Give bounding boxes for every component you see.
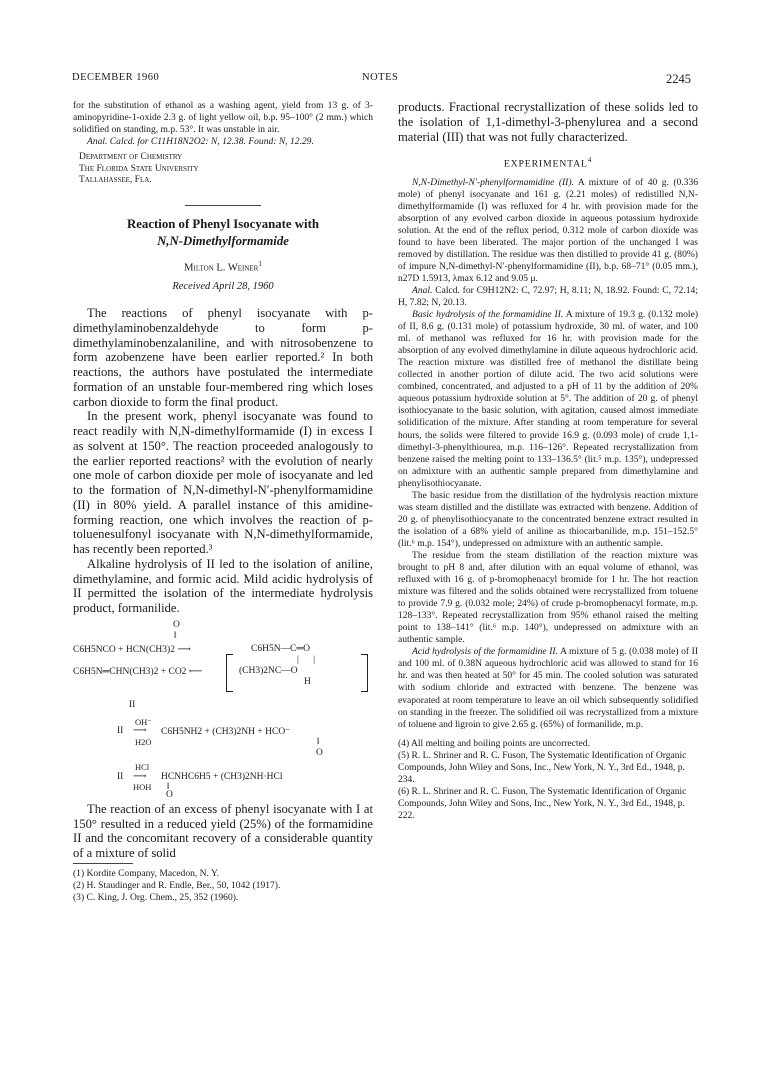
scheme-reaction-4-dbl: ‖ [167, 781, 170, 792]
footnote-rule-left [73, 863, 133, 864]
intro-paragraph-4: The reaction of an excess of phenyl isocyanate with I at 150° resulted in a reduced yield (25%) of the formamidine II and the concomitant recovery of a considerable quantity of a mixture of solid [73, 801, 373, 861]
scheme-reaction-3-products: C6H5NH2 + (CH3)2NH + HCO⁻ [161, 726, 291, 737]
experimental-paragraph-6 [398, 646, 698, 730]
experimental-p3-title: Basic hydrolysis of the formamidine II. [412, 309, 564, 321]
left-column [73, 100, 373, 904]
scheme-reaction-3-reagent: OH⁻ [135, 716, 152, 727]
received-date: Received April 28, 1960 [172, 281, 274, 293]
footnotes-left [73, 868, 373, 904]
department-line-3: Tallahassee, Fla. [79, 175, 152, 186]
experimental-paragraph-2 [398, 285, 698, 309]
discussion-ending: products. Fractional recrystallization of these solids led to the isolation of 1,1-dimethyl-3-phenylurea and a second material (III) that was not fully characterized. [398, 100, 698, 144]
scheme-reaction-4-solvent: HOH [133, 781, 152, 792]
previous-article-ending: for the substitution of ethanol as a washing agent, yield from 13 g. of 3-aminopyridine-1-oxide 2.3 g. of light yellow oil, b.p. 95–100° (2 mm.) which solidified on standing, m.p. 53°. It was unstable in air. [73, 100, 373, 136]
experimental-p3-text: A mixture of 19.3 g. (0.132 mole) of II, 8.6 g. (0.131 mole) of potassium hydroxide, 30 ml. of water, and 100 ml. of methanol was refluxed for 16 hr. with provision made for the absorption of any evolved dimethylamine in dilute aqueous hydrochloric acid. The reaction mixture was distilled free of methanol the distillate being collected in another portion of dilute acid. The two acid solutions were combined, concentrated, and adjusted to a pH of 11 by the addition of 20% aqueous potassium hydroxide solution at 5°. The addition of 20 g. of phenyl isothiocyanate to the basic solution, with agitation, caused almost immediate solidification of the mixture. After standing at room temperature for several hours, the solids were filtered to provide 16.9 g. (0.093 mole) of crude 1,1-dimethyl-3-phenylthiourea, m.p. 116–126°. Repeated recrystallization from benzene raised the melting point to 133–136.5° (lit.⁵ m.p. 135°), undepressed on admixture with an authentic sample prepared from dimethylamine and phenylisothiocyanate. [398, 309, 698, 489]
article-separator-rule [185, 205, 261, 206]
footnote-3: (3) C. King, J. Org. Chem., 25, 352 (1960). [73, 891, 239, 903]
scheme-reaction-4-reactant: II [117, 771, 124, 782]
reaction-scheme [73, 620, 373, 798]
experimental-heading [398, 156, 698, 169]
scheme-reaction-3-solvent: H2O [135, 736, 152, 747]
previous-article-analysis: Anal. Calcd. for C11H18N2O2: N, 12.38. Found: N, 12.29. [87, 136, 314, 148]
department-line-2: The Florida State University [79, 163, 199, 174]
running-head-date: DECEMBER 1960 [72, 72, 160, 83]
intro-paragraph-3: Alkaline hydrolysis of II led to the isolation of aniline, dimethylamine, and formic acid. Mild acidic hydrolysis of II permitted the isolation of the intermediate hydrolysis product, formanilide. [73, 556, 373, 616]
experimental-p1-title: N,N-Dimethyl-N′-phenylformamidine (II). [412, 176, 574, 188]
scheme-intermediate-bonds: | | [297, 654, 316, 665]
experimental-paragraph-3 [398, 309, 698, 490]
experimental-p2-text: Calcd. for C9H12N2: C, 72.97; H, 8.11; N, 18.92. Found: C, 72.14; H, 7.82; N, 20.13. [398, 284, 698, 308]
intro-paragraph-1: The reactions of phenyl isocyanate with p-dimethylaminobenzaldehyde to form p-dimethylaminobenzalaniline, and with nitrosobenzene to form azobenzene have been earlier reported.² In both reactions, the authors have postulated the intermediate formation of an unstable four-membered ring which loses carbon dioxide to form the final product. [73, 306, 373, 409]
experimental-heading-text: EXPERIMENTAL [503, 158, 588, 170]
scheme-intermediate-bottom: (CH3)2NC—O [239, 665, 298, 676]
footnote-4: (4) All melting and boiling points are uncorrected. [398, 737, 590, 749]
scheme-reaction-4-products: HCNHC6H5 + (CH3)2NH·HCl [161, 771, 283, 782]
department-line-1: Department of Chemistry [79, 152, 183, 163]
scheme-oxygen-top: O [173, 619, 180, 630]
scheme-intermediate-top: C6H5N—C═O [251, 643, 310, 654]
scheme-reaction-4-oxygen: O [166, 789, 173, 800]
article-title-line-1: Reaction of Phenyl Isocyanate with [127, 216, 319, 231]
scheme-reaction-4-reagent: HCl [135, 761, 150, 772]
intro-paragraph-2: In the present work, phenyl isocyanate was found to react readily with N,N-dimethylformamide (I) in excess I as solvent at 150°. The reaction proceeded analogously to the earlier reported reactions² with the evolution of nearly one mole of carbon dioxide per mole of isocyanate and led to the formation of N,N-dimethyl-N′-phenylformamidine (II) in 80% yield. A parallel instance of this amidine-forming reaction, one which involves the reaction of p-toluenesulfonyl isocyanate with N,N-dimethylformamide, has recently been reported.³ [73, 409, 373, 557]
scheme-reaction-2-left: C6H5N═CHN(CH3)2 + CO2 ⟵ [73, 666, 203, 677]
scheme-reaction-3-reactant: II [117, 725, 124, 736]
article-title-line-2: N,N-Dimethylformamide [157, 233, 289, 248]
footnote-5: (5) R. L. Shriner and R. C. Fuson, The Systematic Identification of Organic Compounds, John Wiley and Sons, Inc., New York, N. Y., 3rd Ed., 1948, p. 234. [398, 749, 687, 785]
scheme-reaction-1-left: C6H5NCO + HCN(CH3)2 ⟶ [73, 644, 191, 655]
page-number: 2245 [666, 72, 691, 86]
footnote-6: (6) R. L. Shriner and R. C. Fuson, The Systematic Identification of Organic Compounds, John Wiley and Sons, Inc., New York, N. Y., 3rd Ed., 1948, p. 222. [398, 785, 687, 821]
article-author [73, 260, 373, 274]
scheme-hydrogen: H [304, 676, 311, 687]
scheme-reaction-4-arrow: ⟶ [133, 771, 147, 782]
scheme-double-bond: ‖ [174, 630, 177, 641]
right-column [398, 100, 698, 822]
experimental-p6-text: A mixture of 5 g. (0.038 mole) of II and 100 ml. of 0.38N aqueous hydrochloric acid was allowed to stand for 16 hr. and was then heated at 50° for 45 min. The cooled solution was saturated with sodium chloride and extracted with benzene. The benzene was evaporated at room temperature to leave an oil which subsequently solidified on standing in the freezer. The solidified oil was recrystallized from a mixture of toluene and ligroin to give 2.65 g. (65%) of formanilide, m.p. [398, 646, 699, 730]
experimental-paragraph-4: The basic residue from the distillation of the hydrolysis reaction mixture was steam distilled and the distillate was extracted with benzene. Addition of 20 g. of phenylisothiocyanate to the concentrated benzene extract resulted in the isolation of a 68% yield of aniline as thiocarbanilide, m.p. 151–152.5° (lit.⁶ m.p. 154°), undepressed on admixture with an authentic sample. [398, 489, 698, 549]
scheme-reaction-3-dbl: ‖ [317, 736, 320, 747]
footnote-1: (1) Kordite Company, Macedon, N. Y. [73, 867, 220, 879]
scheme-reaction-3-oxygen: O [316, 747, 323, 758]
scheme-compound-label-ii: II [129, 699, 136, 710]
experimental-p6-title: Acid hydrolysis of the formamidine II. [412, 646, 558, 658]
department-affiliation [73, 152, 373, 187]
experimental-footnote-mark: 4 [587, 156, 593, 165]
scheme-reaction-3-arrow: ⟶ [133, 725, 147, 736]
scheme-bracket-left [226, 654, 233, 692]
author-name: Milton L. Weiner [184, 262, 259, 274]
author-footnote-mark: 1 [258, 259, 262, 268]
experimental-p1-text: A mixture of of 40 g. (0.336 mole) of phenyl isocyanate and 161 g. (2.21 moles) of redistilled N,N-dimethylformamide (I) was refluxed for 4 hr. with provision made for the absorption of any evolved carbon dioxide in aqueous potassium hydroxide solution. At the end of the reflux period, 0.312 mole of carbon dioxide was found to have been liberated. The major portion of the unchanged I was removed by distillation. The residue was then distilled to provide 41 g. (80%) of impure N,N-dimethyl-N′-phenylformamidine (II), b.p. 68–71° (0.05 mm.), n27D 1.5913, λmax 6.12 and 9.05 μ. [398, 176, 698, 284]
footnote-2: (2) H. Staudinger and R. Endle, Ber., 50, 1042 (1917). [73, 879, 281, 891]
scheme-bracket-right [361, 654, 368, 692]
running-head-section: NOTES [362, 72, 399, 83]
experimental-paragraph-5: The residue from the steam distillation of the reaction mixture was brought to pH 8 and, after dilution with an equal volume of ethanol, was refluxed with 16 g. of p-bromophenacyl bromide for 1 hr. The hot reaction mixture was filtered and the solids obtained were recrystallized from toluene to provide 7.9 g. (0.032 mole; 24%) of crude p-bromophenacyl formate, m.p. 128–133°. Repeated recrystallization from 95% ethanol raised the melting point to 138–141° (lit.⁶ m.p. 140°), undepressed on admixture with an authentic sample. [398, 549, 698, 646]
experimental-paragraph-1 [398, 177, 698, 285]
footnotes-right [398, 738, 698, 822]
experimental-p2-title: Anal. [412, 284, 433, 296]
article-title [73, 216, 373, 250]
